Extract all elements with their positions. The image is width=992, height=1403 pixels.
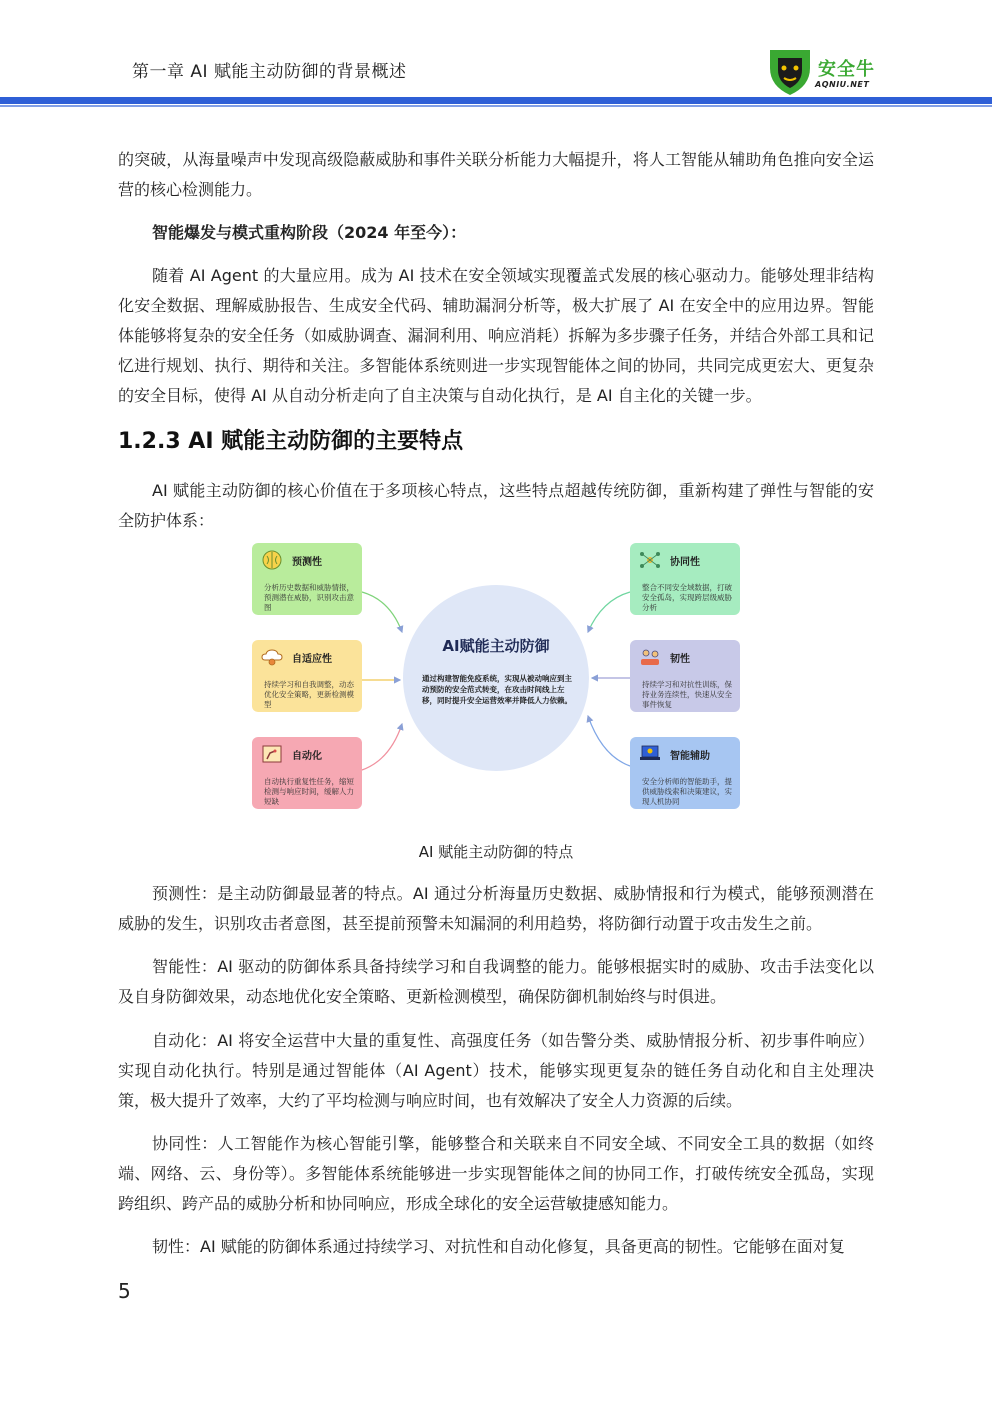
paragraph-intro: AI 赋能主动防御的核心价值在于多项核心特点，这些特点超越传统防御，重新构建了弹性与智能的安全防护体系： [118,481,874,530]
card-title: 智能辅助 [670,751,710,762]
features-diagram [250,540,742,812]
card-automation [252,737,362,809]
card-collaboration [630,543,740,615]
paragraph-automation: 自动化：AI 将安全运营中大量的重复性、高强度任务（如告警分类、威胁情报分析、初步事件响应）实现自动化执行。特别是通过智能体（AI Agent）技术，能够实现更复杂的链任务自动化和自主处理决策，极大提升了效率，大约了平均检测与响应时间，也有效解决了安全人力资源的后续。 [118,1031,874,1110]
card-adaptive [252,640,362,712]
arrow-predict [362,592,402,632]
paragraph-continuation: 的突破，从海量噪声中发现高级隐蔽威胁和事件关联分析能力大幅提升，将人工智能从辅助角色推向安全运营的核心检测能力。 [118,150,874,199]
logo-subtext: AQNIU.NET [815,80,870,89]
card-title: 自动化 [292,751,322,762]
section-heading: 1.2.3 AI 赋能主动防御的主要特点 [118,429,464,454]
paragraph-ai-agent: 随着 AI Agent 的大量应用。成为 AI 技术在安全领域实现覆盖式发展的核心驱动力。能够处理非结构化安全数据、理解威胁报告、生成安全代码、辅助漏洞分析等，极大扩展了 AI 在安全中的应用边界。智能体能够将复杂的安全任务（如威胁调查、漏洞利用、响应消耗）拆解为多步骤子任务，并结合外部工具和记忆进行规划、执行、期待和关注。多智能体系统则进一步实现智能体之间的协同，共同完成更宏大、更复杂的安全目标，使得 AI 从自动分析走向了自主决策与自动化执行，是 AI 自主化的关键一步。 [118,266,874,405]
paragraph-collaboration: 协同性：人工智能作为核心智能引擎，能够整合和关联来自不同安全域、不同安全工具的数据（如终端、网络、云、身份等）。多智能体系统能够进一步实现智能体之间的协同工作，打破传统安全孤岛，实现跨组织、跨产品的威胁分析和协同响应，形成全球化的安全运营敏捷感知能力。 [118,1134,874,1213]
card-intelligent-assist [630,737,740,809]
arrow-collab [588,592,630,632]
center-title: AI赋能主动防御 [442,637,550,655]
laptop-assist-icon [638,743,662,765]
cloud-gear-icon [260,646,284,668]
paragraph-prediction: 预测性：是主动防御最显著的特点。AI 通过分析海量历史数据、威胁情报和行为模式，能够预测潜在威胁的发生，识别攻击者意图，甚至提前预警未知漏洞的利用趋势，将防御行动置于攻击发生之前。 [118,884,874,933]
card-title: 协同性 [670,557,700,568]
page-number: 5 [118,1279,131,1303]
paragraph-resilience: 韧性：AI 赋能的防御体系通过持续学习、对抗性和自动化修复，具备更高的韧性。它能够在面对复 [152,1237,845,1256]
robot-arm-icon [260,743,284,765]
logo-text: 安全牛 [818,59,875,80]
card-description: 持续学习和对抗性训练，保持业务连续性，快速从安全事件恢复 [642,680,732,709]
card-description: 安全分析师的智能助手，提供威胁线索和决策建议，实现人机协同 [642,777,732,806]
chapter-title: 第一章 AI 赋能主动防御的背景概述 [132,62,407,82]
team-icon [638,646,662,668]
header-divider [0,97,992,104]
card-title: 韧性 [670,654,690,665]
card-description: 分析历史数据和威胁情报，预测潜在威胁，识别攻击意图 [264,583,354,612]
card-title: 预测性 [292,557,322,568]
card-description: 持续学习和自我调整，动态优化安全策略，更新检测模型 [264,680,354,709]
figure-caption: AI 赋能主动防御的特点 [418,843,574,861]
card-description: 自动执行重复性任务，缩短检测与响应时间，缓解人力短缺 [264,777,354,806]
stage-heading: 智能爆发与模式重构阶段（2024 年至今）： [152,223,467,242]
card-resilience [630,640,740,712]
arrow-auto [362,724,402,770]
paragraph-intelligence: 智能性：AI 驱动的防御体系具备持续学习和自我调整的能力。能够根据实时的威胁、攻击手法变化以及自身防御效果，动态地优化安全策略、更新检测模型，确保防御机制始终与时俱进。 [118,957,874,1006]
bull-shield-icon [770,50,810,95]
card-description: 整合不同安全域数据，打破安全孤岛，实现跨层级威胁分析 [642,583,732,612]
card-prediction [252,543,362,615]
header-divider-thin [0,105,992,107]
center-description: 通过构建智能免疫系统，实现从被动响应到主动预防的安全范式转变，在攻击时间线上左移，同时提升安全运营效率并降低人力依赖。 [422,674,572,705]
arrow-assist [588,716,630,766]
card-title: 自适应性 [292,654,332,665]
brain-icon [260,549,284,571]
network-icon [638,549,662,571]
